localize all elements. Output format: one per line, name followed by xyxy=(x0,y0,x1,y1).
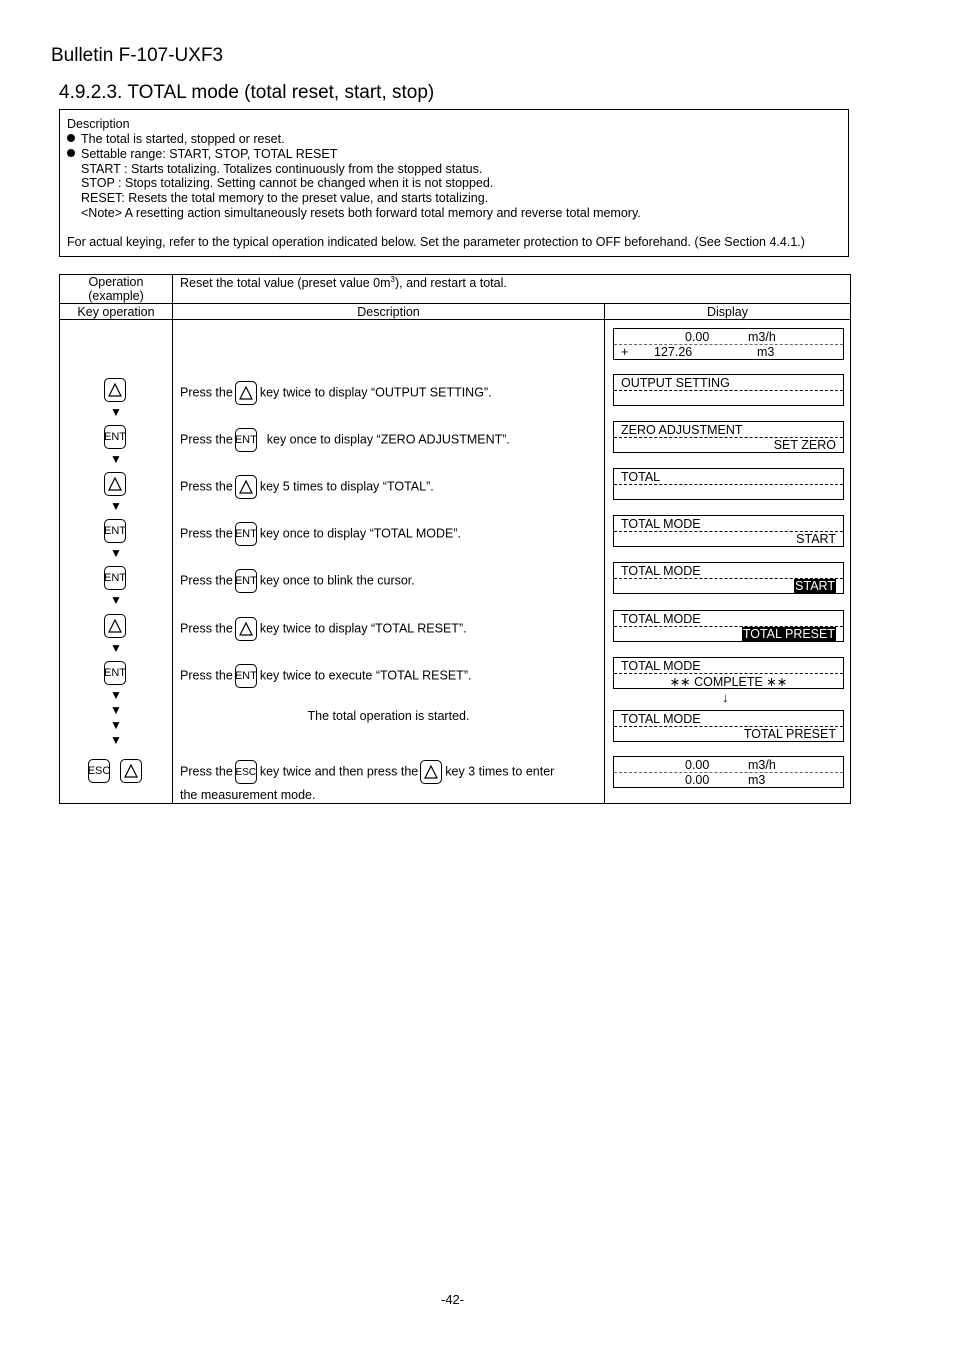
ent-key-inline: ENT xyxy=(235,569,257,593)
step-5-text: Press the ENT key once to blink the cursor. xyxy=(180,569,415,593)
display-total: TOTAL xyxy=(613,468,844,500)
up-triangle-icon xyxy=(239,622,253,636)
flow-arrow: ▼ xyxy=(110,703,122,717)
column-header-display: Display xyxy=(707,305,748,319)
display-complete: TOTAL MODE ∗∗ COMPLETE ∗∗ xyxy=(613,657,844,689)
flow-arrow: ▼ xyxy=(110,452,122,466)
operation-example: Reset the total value (preset value $0m^3$), and restart a total. xyxy=(180,275,507,291)
flow-arrow: ▼ xyxy=(110,733,122,747)
step-1-text: Press the key twice to display “OUTPUT SETTING”. xyxy=(180,381,492,405)
up-triangle-icon xyxy=(124,764,138,778)
flow-arrow: ▼ xyxy=(110,499,122,513)
up-triangle-icon xyxy=(239,386,253,400)
ent-key-inline: ENT xyxy=(235,522,257,546)
step-2-text: Press the ENT key once to display “ZERO ADJUSTMENT”. xyxy=(180,428,510,452)
up-key-inline xyxy=(235,381,257,405)
ent-key-inline: ENT xyxy=(235,428,257,452)
step-8-text: The total operation is started. xyxy=(307,709,470,723)
description-box xyxy=(59,109,849,257)
flow-arrow: ▼ xyxy=(110,641,122,655)
note-text: <Note> A resetting action simultaneously resets both forward total memory and reverse total memory. xyxy=(81,206,641,220)
display-total-mode-start: TOTAL MODE START xyxy=(613,515,844,547)
ent-key[interactable]: ENT xyxy=(104,519,126,543)
step-9-text-line-2: the measurement mode. xyxy=(180,788,316,802)
display-total-mode-cursor: TOTAL MODE START xyxy=(613,562,844,594)
up-key[interactable] xyxy=(104,378,126,402)
up-key-inline xyxy=(420,760,442,784)
up-triangle-icon xyxy=(108,619,122,633)
display-total-preset-selected: TOTAL MODE TOTAL PRESET xyxy=(613,610,844,642)
esc-key[interactable]: ESC xyxy=(88,759,110,783)
up-key-inline xyxy=(235,475,257,499)
flow-arrow: ▼ xyxy=(110,405,122,419)
column-header-key-operation: Key operation xyxy=(77,305,155,319)
display-zero-adjustment: ZERO ADJUSTMENT SET ZERO xyxy=(613,421,844,453)
reset-definition: RESET: Resets the total memory to the preset value, and starts totalizing. xyxy=(81,191,489,205)
stop-definition: STOP : Stops totalizing. Setting cannot be changed when it is not stopped. xyxy=(81,176,494,190)
selected-value: TOTAL PRESET xyxy=(742,627,835,641)
description-heading: Description xyxy=(67,117,130,131)
bullet-icon xyxy=(67,149,75,157)
keying-instruction: For actual keying, refer to the typical operation indicated below. Set the parameter protection to OFF beforehand. (See Section 4.4.1.) xyxy=(67,235,805,249)
bullet-icon xyxy=(67,134,75,142)
display-output-setting: OUTPUT SETTING xyxy=(613,374,844,406)
up-key[interactable] xyxy=(104,472,126,496)
start-definition: START : Starts totalizing. Totalizes continuously from the stopped status. xyxy=(81,162,483,176)
up-key[interactable] xyxy=(104,614,126,638)
operation-label: Operation (example) xyxy=(88,275,144,303)
ent-key[interactable]: ENT xyxy=(104,566,126,590)
display-initial: 0.00 m3/h + 127.26 m3 xyxy=(613,328,844,360)
esc-key-inline: ESC xyxy=(235,760,257,784)
step-6-text: Press the key twice to display “TOTAL RESET”. xyxy=(180,617,467,641)
column-header-description: Description xyxy=(357,305,420,319)
page-number: -42- xyxy=(441,1292,465,1307)
up-key-inline xyxy=(235,617,257,641)
flow-arrow: ▼ xyxy=(110,593,122,607)
flow-arrow: ▼ xyxy=(110,546,122,560)
up-triangle-icon xyxy=(239,480,253,494)
up-triangle-icon xyxy=(108,383,122,397)
up-triangle-icon xyxy=(108,477,122,491)
flow-arrow: ▼ xyxy=(110,688,122,702)
description-bullet-1: The total is started, stopped or reset. xyxy=(67,132,285,146)
section-title: 4.9.2.3. TOTAL mode (total reset, start, stop) xyxy=(59,82,435,103)
up-triangle-icon xyxy=(424,765,438,779)
ent-key-inline: ENT xyxy=(235,664,257,688)
step-9-text: Press the ESC key twice and then press the key 3 times to enter xyxy=(180,760,554,784)
step-4-text: Press the ENT key once to display “TOTAL MODE”. xyxy=(180,522,461,546)
up-key[interactable] xyxy=(120,759,142,783)
operation-table xyxy=(59,274,851,804)
bulletin-id: Bulletin F-107-UXF3 xyxy=(51,45,224,66)
step-3-text: Press the key 5 times to display “TOTAL”. xyxy=(180,475,434,499)
description-bullet-2: Settable range: START, STOP, TOTAL RESET xyxy=(67,147,337,161)
ent-key[interactable]: ENT xyxy=(104,661,126,685)
display-measurement: 0.00 m3/h 0.00 m3 xyxy=(613,756,844,788)
transition-arrow: ↓ xyxy=(722,690,729,705)
ent-key[interactable]: ENT xyxy=(104,425,126,449)
blinking-cursor-value: START xyxy=(795,579,835,593)
step-7-text: Press the ENT key twice to execute “TOTAL RESET”. xyxy=(180,664,471,688)
flow-arrow: ▼ xyxy=(110,718,122,732)
display-total-preset: TOTAL MODE TOTAL PRESET xyxy=(613,710,844,742)
